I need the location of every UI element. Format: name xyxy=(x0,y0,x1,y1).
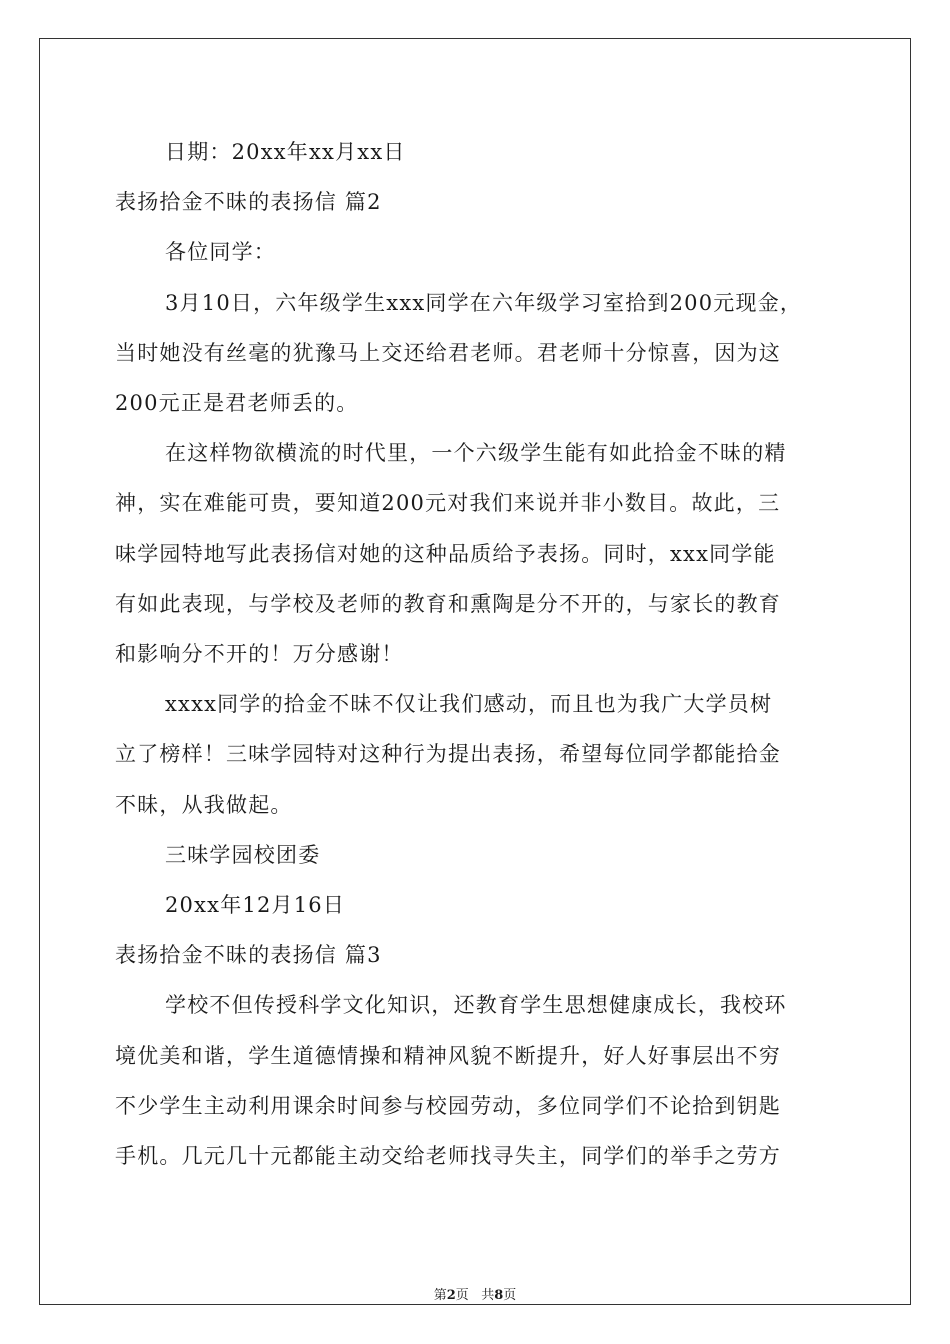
text-line: xxxx同学的拾金不昧不仅让我们感动，而且也为我广大学员树 xyxy=(165,692,773,717)
text-line: 味学园特地写此表扬信对她的这种品质给予表扬。同时，xxx同学能 xyxy=(115,541,776,566)
text-line: 表扬拾金不昧的表扬信 篇2 xyxy=(115,190,382,215)
text-line: 200元正是君老师丢的。 xyxy=(115,391,359,415)
footer-page-number: 2 xyxy=(446,1288,456,1303)
footer-page-suffix: 页 xyxy=(455,1288,469,1303)
text-line: 当时她没有丝毫的犹豫马上交还给君老师。君老师十分惊喜，因为这 xyxy=(115,340,781,365)
text-line: 有如此表现，与学校及老师的教育和熏陶是分不开的，与家长的教育 xyxy=(115,591,781,616)
text-line: 不少学生主动利用课余时间参与校园劳动，多位同学们不论拾到钥匙 xyxy=(115,1093,781,1118)
footer-total-pages: 8 xyxy=(494,1288,504,1303)
text-line: 表扬拾金不昧的表扬信 篇3 xyxy=(115,943,382,968)
text-line: 和影响分不开的！万分感谢！ xyxy=(115,642,404,666)
text-line: 日期：20xx年xx月xx日 xyxy=(165,140,406,164)
text-line: 神，实在难能可贵，要知道200元对我们来说并非小数目。故此，三 xyxy=(115,491,781,516)
text-line: 立了榜样！三味学园特对这种行为提出表扬，希望每位同学都能拾金 xyxy=(115,742,781,767)
text-line: 学校不但传授科学文化知识，还教育学生思想健康成长，我校环 xyxy=(165,993,787,1018)
page-footer xyxy=(40,1287,910,1305)
text-line: 境优美和谐，学生道德情操和精神风貌不断提升，好人好事层出不穷 xyxy=(115,1043,781,1068)
text-line: 在这样物欲横流的时代里，一个六级学生能有如此拾金不昧的精 xyxy=(165,441,787,466)
text-line: 3月10日，六年级学生xxx同学在六年级学习室拾到200元现金， xyxy=(165,290,803,315)
footer-page-prefix: 第 xyxy=(433,1288,447,1303)
text-line: 各位同学： xyxy=(165,240,276,265)
page-frame xyxy=(39,38,911,1305)
text-line: 20xx年12月16日 xyxy=(165,893,346,917)
footer-total-prefix: 共 xyxy=(481,1288,495,1303)
text-line: 手机。几元几十元都能主动交给老师找寻失主，同学们的举手之劳方 xyxy=(115,1144,781,1168)
text-line: 不昧，从我做起。 xyxy=(115,792,293,817)
text-line: 三味学园校团委 xyxy=(165,842,321,867)
footer-total-suffix: 页 xyxy=(503,1288,517,1303)
